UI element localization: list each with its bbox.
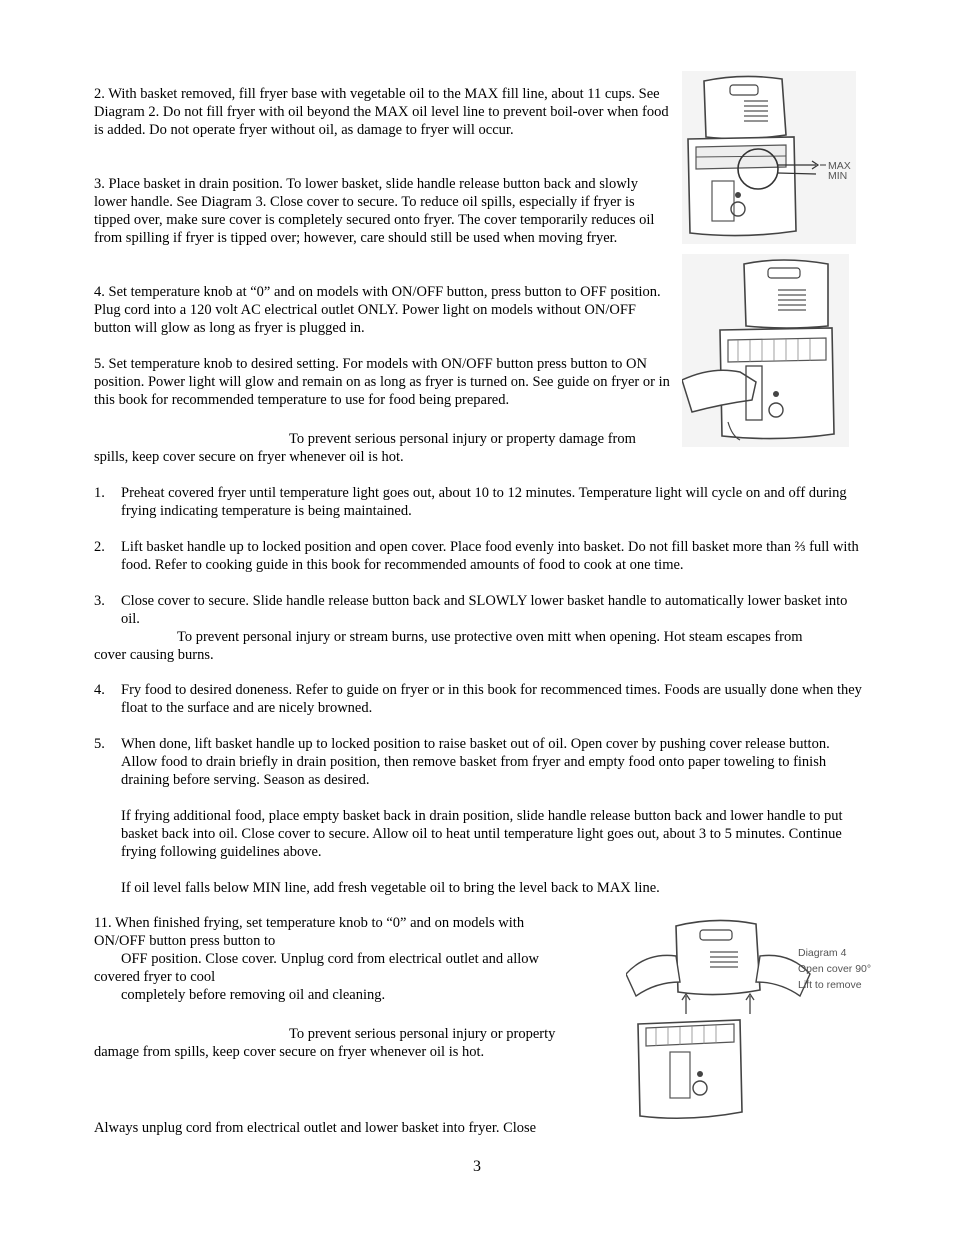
additional-food-paragraph: If frying additional food, place empty basket back in drain position, slide handle release button back and lower handle to put basket back into oil. Close cover to secure. Allow oil to heat until temperature light goes out, about 3 to 5 minutes. Continue frying following guidelines above.	[121, 808, 843, 860]
list-number: 1.	[94, 485, 105, 501]
list-text: Lift basket handle up to locked position and open cover. Place food evenly into basket. Do not fill basket more than ⅔ full with food. Refer to cooking guide in this book for recommended amounts of food to cook at one time.	[121, 539, 859, 573]
list-item-frying-5	[94, 735, 864, 789]
caution-2-line-2: cover causing burns.	[94, 647, 214, 663]
list-text: When done, lift basket handle up to locked position to raise basket out of oil. Open cover by pushing cover release button. Allow food to drain briefly in drain position, then remove basket from fryer and empty food onto paper toweling to finish draining before serving. Season as desired.	[121, 736, 830, 788]
diagram-4-remove-cover	[626, 912, 876, 1128]
step-11-line-5: completely before removing oil and cleaning.	[121, 987, 386, 1003]
list-number: 4.	[94, 682, 105, 698]
page-number: 3	[473, 1158, 481, 1175]
step-2-paragraph: 2. With basket removed, fill fryer base with vegetable oil to the MAX fill line, about 11 cups. See Diagram 2. Do not fill fryer with oil beyond the MAX oil level line to prevent boil-over when food is added. Do not operate fryer without oil, as damage to fryer will occur.	[94, 86, 669, 138]
list-text: Fry food to desired doneness. Refer to guide on fryer or in this book for recommenced times. Foods are usually done when they float to the surface and are nicely browned.	[121, 682, 862, 716]
list-number: 2.	[94, 539, 105, 555]
max-label: MAX	[828, 160, 851, 172]
step-4-paragraph: 4. Set temperature knob at “0” and on models with ON/OFF button, press button to OFF position. Plug cord into a 120 volt AC electrical outlet ONLY. Power light on models without ON/OFF button will glow as long as fryer is plugged in.	[94, 284, 661, 336]
diagram-4-caption-line-2: Lift to remove	[798, 979, 862, 991]
step-11-line-3: OFF position. Close cover. Unplug cord from electrical outlet and allow	[121, 951, 540, 967]
caution-1-line-2: spills, keep cover secure on fryer whenever oil is hot.	[94, 449, 404, 465]
step-11-line-1: 11. When finished frying, set temperature knob to “0” and on models with	[94, 915, 525, 931]
list-text: Close cover to secure. Slide handle release button back and SLOWLY lower basket handle to automatically lower basket into oil.	[121, 593, 848, 627]
diagram-4-title: Diagram 4	[798, 947, 847, 959]
step-5-paragraph: 5. Set temperature knob to desired setting. For models with ON/OFF button press button to ON position. Power light will glow and remain on as long as fryer is turned on. See guide on fryer or in this book for recommended temperature to use for food being prepared.	[94, 356, 670, 408]
list-item-frying-1	[94, 484, 864, 520]
diagram-3-lower-basket	[682, 254, 849, 447]
step-11-line-4: covered fryer to cool	[94, 969, 216, 985]
list-item-frying-2	[94, 538, 864, 574]
diagram-4-caption-line-1: Open cover 90°	[798, 963, 872, 975]
list-item-frying-3	[94, 592, 864, 628]
min-label: MIN	[828, 170, 848, 182]
list-text: Preheat covered fryer until temperature light goes out, about 10 to 12 minutes. Temperature light will cycle on and off during frying indicating temperature is being maintained.	[121, 485, 847, 519]
list-number: 3.	[94, 593, 105, 609]
list-number: 5.	[94, 736, 105, 752]
list-item-frying-4	[94, 681, 864, 717]
step-3-paragraph: 3. Place basket in drain position. To lower basket, slide handle release button back and slowly lower handle. See Diagram 3. Close cover to secure. To reduce oil spills, especially if fryer is tipped over, make sure cover is completely secured onto fryer. The cover temporarily reduces oil from spilling if fryer is tipped over; however, care should still be used when moving fryer.	[94, 176, 655, 246]
oil-level-paragraph: If oil level falls below MIN line, add fresh vegetable oil to bring the level back to MAX line.	[121, 880, 660, 896]
caution-2-line-1: To prevent personal injury or stream burns, use protective oven mitt when opening. Hot steam escapes from	[177, 629, 803, 645]
step-11-line-2: ON/OFF button press button to	[94, 933, 276, 949]
unplug-paragraph: Always unplug cord from electrical outlet and lower basket into fryer. Close	[94, 1120, 537, 1136]
caution-1-line-1: To prevent serious personal injury or property damage from	[289, 431, 636, 447]
caution-3-line-1: To prevent serious personal injury or property	[289, 1026, 556, 1042]
diagram-2-fryer-oil-level	[682, 71, 856, 244]
caution-3-line-2: damage from spills, keep cover secure on fryer whenever oil is hot.	[94, 1044, 485, 1060]
